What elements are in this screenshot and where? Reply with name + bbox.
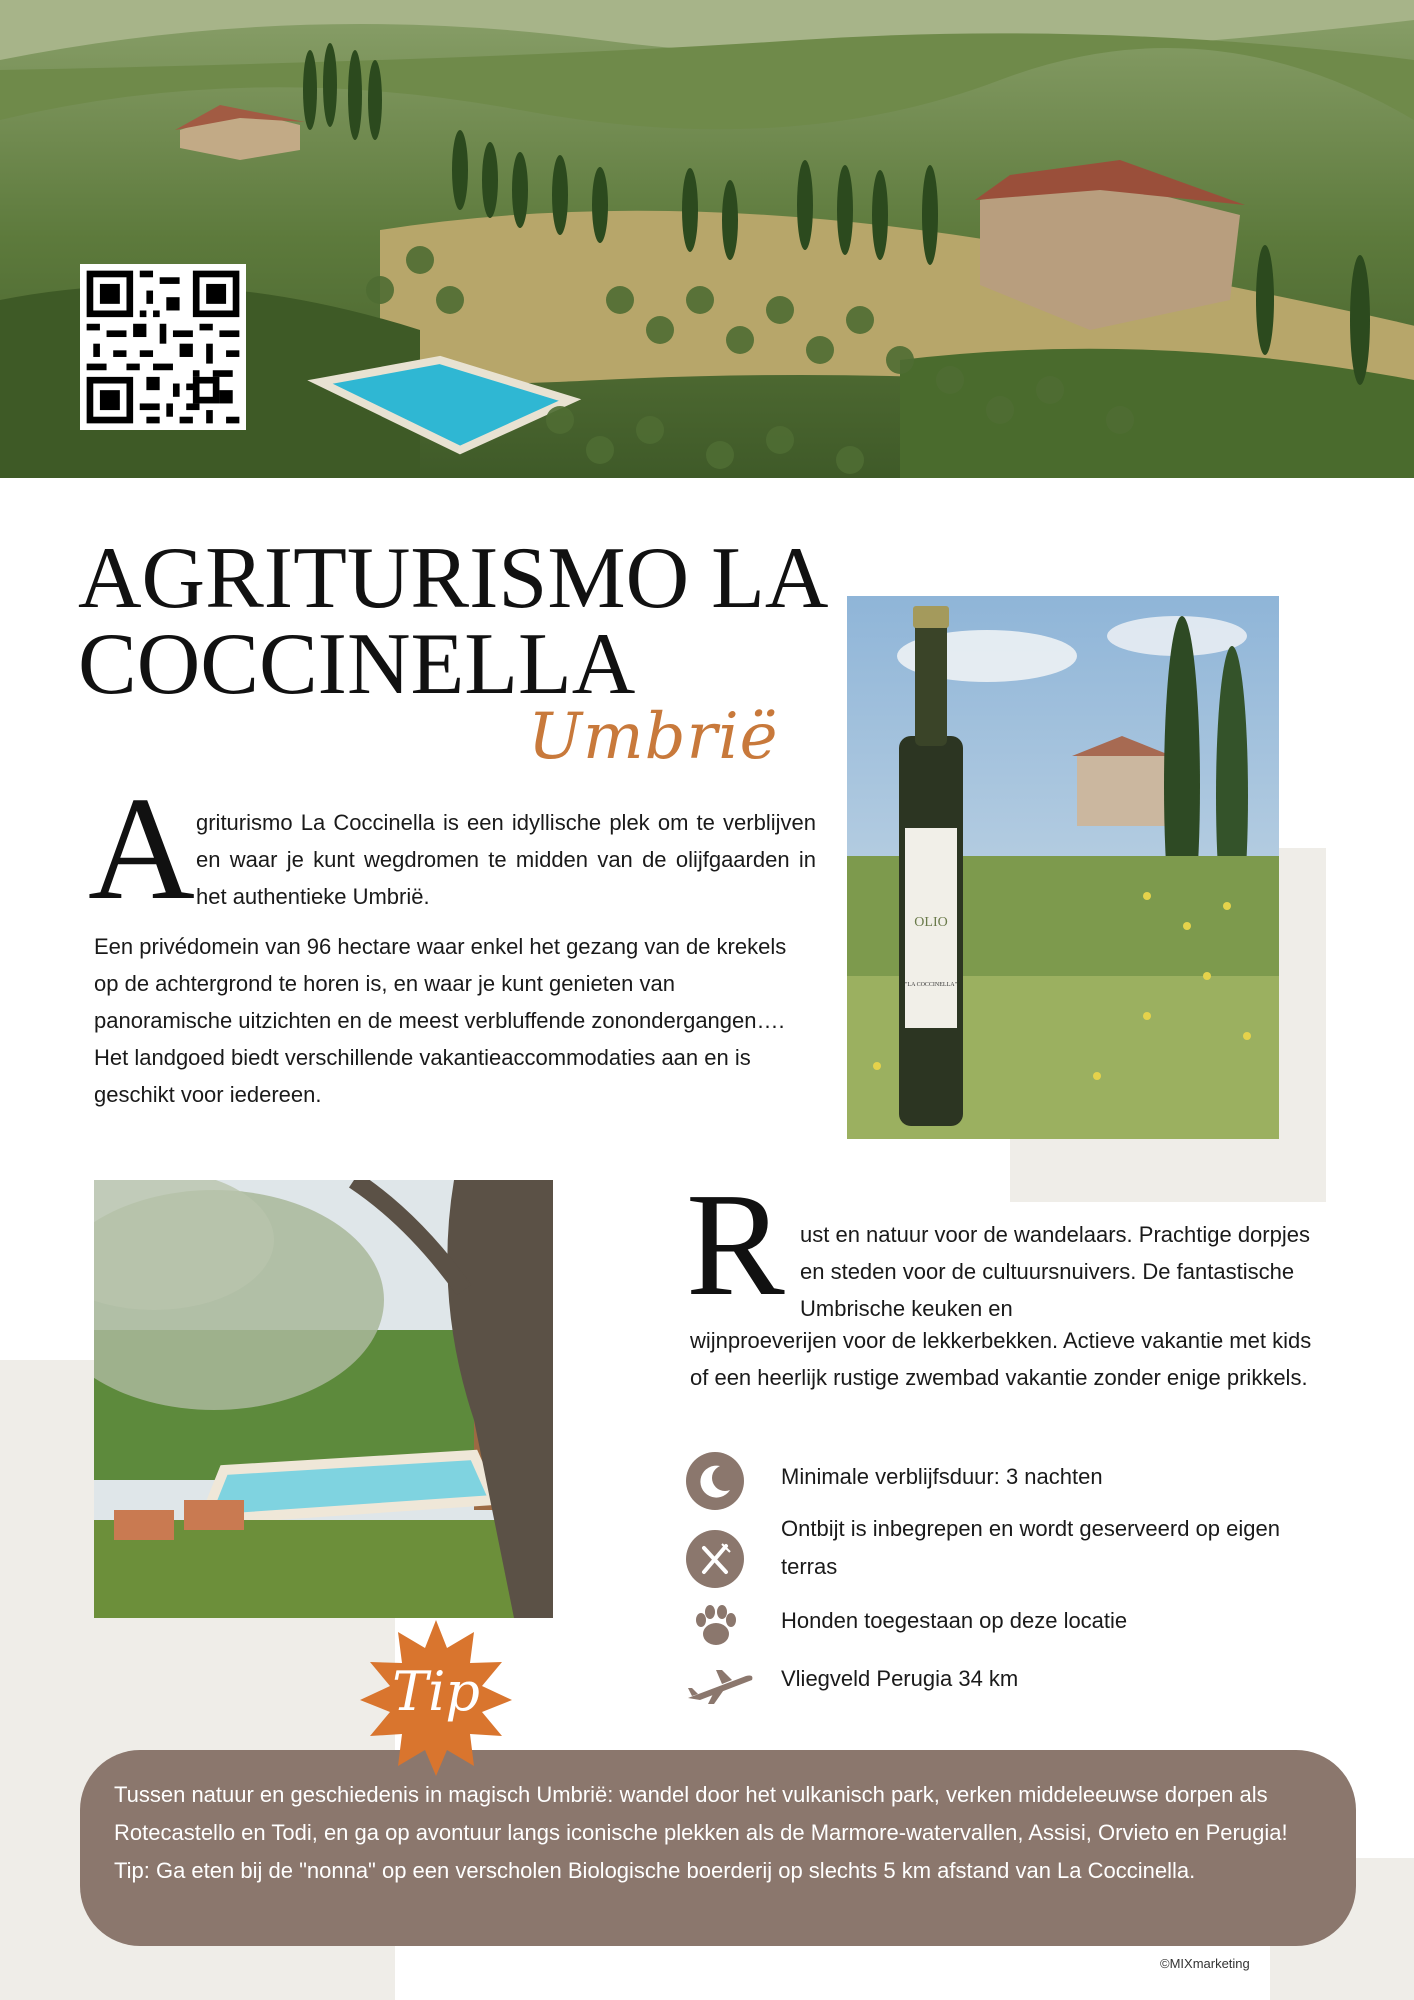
amenity-label: Vliegveld Perugia 34 km <box>781 1666 1019 1691</box>
tip-text: Tussen natuur en geschiedenis in magisch Umbrië: wandel door het vulkanisch park, verken middeleeuwse dorpen als Rotecastello en Todi, en ga op avontuur langs iconische plekken als de Marmore-watervallen, Assisi, Orvieto en Perugia! Tip: Ga eten bij de "nonna" op een verscholen Biologische boerderij op slechts 5 km afstand van La Coccinella. <box>114 1782 1288 1883</box>
tip-badge-label: Tip <box>392 1660 480 1723</box>
copyright: ©MIXmarketing <box>1160 1956 1250 1971</box>
page-subtitle: Umbrië <box>528 700 779 774</box>
page-title: AGRITURISMO LA COCCINELLA <box>78 530 824 713</box>
intro-paragraph-2: Een privédomein van 96 hectare waar enkel het gezang van de krekels op de achtergrond te horen is, en waar je kunt genieten van panoramische uitzichten en de meest verbluffende zonondergangen…. Het landgoed biedt verschillende vakantieaccommodaties aan en is geschikt voor iedereen. <box>94 934 787 1107</box>
airplane-icon <box>686 1654 744 1712</box>
bottle-label-olio: OLIO <box>914 915 948 930</box>
amenity-label: Honden toegestaan op deze locatie <box>781 1608 1128 1633</box>
olive-oil-photo <box>847 596 1279 1139</box>
qr-code[interactable] <box>80 264 246 430</box>
drop-cap-a: A <box>88 767 195 931</box>
bottle-label-name: "LA COCCINELLA" <box>904 982 958 988</box>
moon-icon <box>686 1452 744 1510</box>
paw-icon <box>686 1596 744 1654</box>
second-paragraph-1: ust en natuur voor de wandelaars. Prachtige dorpjes en steden voor de cultuursnuivers. De fantastische Umbrische keuken en <box>800 1222 1310 1321</box>
pool-photo <box>94 1180 553 1618</box>
fork-knife-icon <box>686 1530 744 1588</box>
intro-paragraph-1: griturismo La Coccinella is een idyllische plek om te verblijven en waar je kunt wegdromen te midden van de olijfgaarden in het authentieke Umbrië. <box>196 810 816 909</box>
drop-cap-r: R <box>686 1163 785 1327</box>
second-paragraph-2: wijnproeverijen voor de lekkerbekken. Actieve vakantie met kids of een heerlijk rustige zwembad vakantie zonder enige prikkels. <box>690 1328 1312 1390</box>
amenity-label: Minimale verblijfsduur: 3 nachten <box>781 1464 1103 1489</box>
amenity-label: Ontbijt is inbegrepen en wordt geserveerd op eigen terras <box>781 1516 1280 1579</box>
